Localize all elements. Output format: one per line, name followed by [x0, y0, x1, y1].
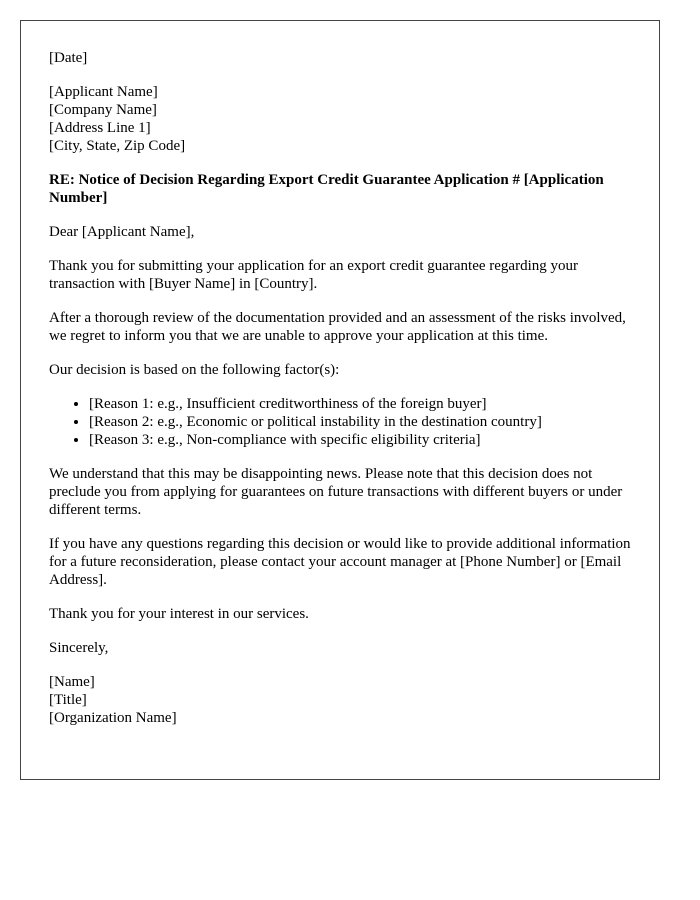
letter-page	[20, 20, 660, 780]
paragraph-thanks: Thank you for your interest in our services.	[49, 606, 309, 622]
recipient-company: [Company Name]	[49, 102, 157, 118]
signature-name: [Name]	[49, 674, 95, 690]
recipient-address-line: [Address Line 1]	[49, 120, 151, 136]
reason-item: • [Reason 1: e.g., Insufficient creditworthiness of the foreign buyer]	[89, 395, 631, 413]
recipient-address	[49, 83, 631, 155]
paragraph-contact: If you have any questions regarding this decision or would like to provide additional information for a future reconsideration, please contact your account manager at [Phone Number] or [Email Address].	[49, 536, 631, 588]
paragraph-understanding: We understand that this may be disappointing news. Please note that this decision does not preclude you from applying for guarantees on future transactions with different buyers or under different terms.	[49, 466, 623, 518]
reason-item: • [Reason 2: e.g., Economic or political instability in the destination country]	[89, 413, 631, 431]
signature-block	[49, 673, 631, 727]
signature-organization: [Organization Name]	[49, 710, 177, 726]
paragraph-decision: After a thorough review of the documentation provided and an assessment of the risks involved, we regret to inform you that we are unable to approve your application at this time.	[49, 310, 626, 344]
paragraph-factors-intro: Our decision is based on the following factor(s):	[49, 362, 340, 378]
reasons-list	[49, 395, 631, 449]
reason-item: • [Reason 3: e.g., Non-compliance with specific eligibility criteria]	[89, 431, 631, 449]
letter-date: [Date]	[49, 50, 88, 66]
recipient-name: [Applicant Name]	[49, 84, 158, 100]
salutation: Dear [Applicant Name],	[49, 224, 195, 240]
paragraph-intro: Thank you for submitting your application for an export credit guarantee regarding your transaction with [Buyer Name] in [Country].	[49, 258, 578, 292]
closing: Sincerely,	[49, 640, 109, 656]
signature-title: [Title]	[49, 692, 87, 708]
letter-subject: RE: Notice of Decision Regarding Export Credit Guarantee Application # [Application Number]	[49, 172, 604, 206]
recipient-city: [City, State, Zip Code]	[49, 138, 186, 154]
